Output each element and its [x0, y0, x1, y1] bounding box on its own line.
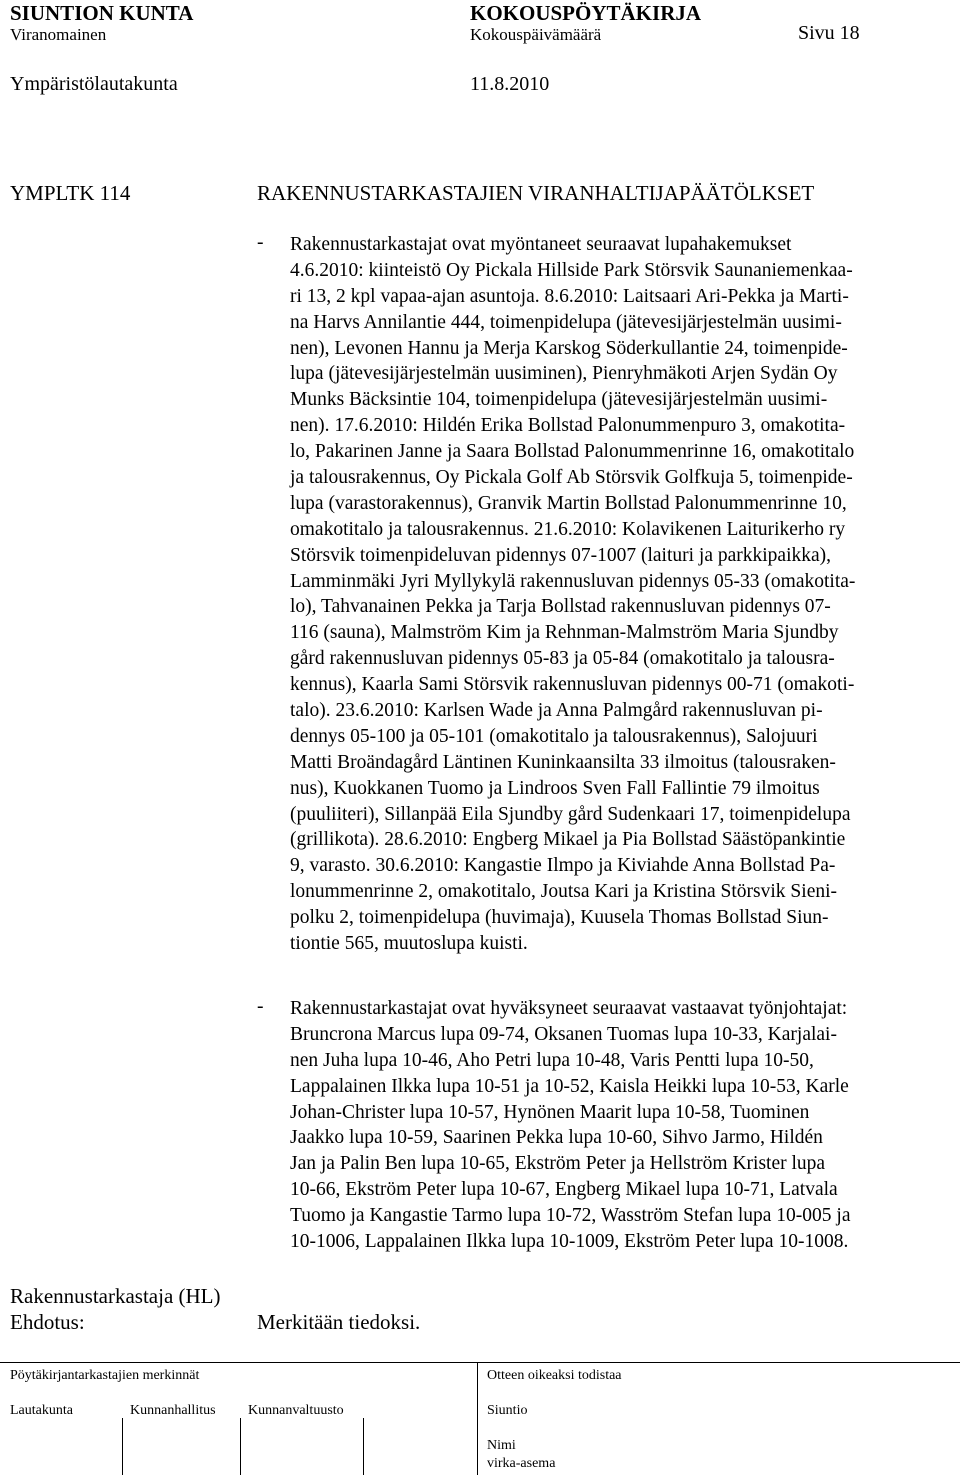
paragraph-line: nus), Kuokkanen Tuomo ja Lindroos Sven Fall Fallintie 79 ilmoitus [290, 777, 820, 799]
proposal-label: Ehdotus: [10, 1310, 85, 1334]
paragraph-line: 9, varasto. 30.6.2010: Kangastie Ilmpo ja Kiviahde Anna Bollstad Pa- [290, 855, 836, 877]
paragraph-line: talo). 23.6.2010: Karlsen Wade ja Anna Palmgård rakennusluvan pi- [290, 700, 823, 722]
item-bullet: - [257, 996, 264, 1017]
paragraph-line: 4.6.2010: kiinteistö Oy Pickala Hillside Park Störsvik Saunaniemenkaa- [290, 259, 853, 281]
footer-top-border [0, 1362, 960, 1363]
paragraph-line: dennys 05-100 ja 05-101 (omakotitalo ja talousrakennus), Salojuuri [290, 725, 818, 747]
paragraph-line: nen). 17.6.2010: Hildén Erika Bollstad Palonummenpuro 3, omakotita- [290, 415, 846, 437]
paragraph-line: 10-1006, Lappalainen Ilkka lupa 10-1009, Ekström Peter lupa 10-1008. [290, 1231, 849, 1253]
paragraph-line: kennus), Kaarla Sami Störsvik rakennusluvan pidennys 00-71 (omakoti- [290, 674, 855, 696]
minutes-checkers-label: Pöytäkirjantarkastajien merkinnät [10, 1368, 200, 1383]
paragraph-line: Munks Bäcksintie 104, toimenpidelupa (jätevesijärjestelmän uusimi- [290, 389, 828, 411]
place-label: Siuntio [487, 1403, 528, 1418]
proposer: Rakennustarkastaja (HL) [10, 1284, 221, 1308]
paragraph-line: Lappalainen Ilkka lupa 10-51 ja 10-52, Kaisla Heikki lupa 10-53, Karle [290, 1075, 849, 1097]
paragraph-line: 116 (sauna), Malmström Kim ja Rehnman-Malmström Maria Sjundby [290, 622, 839, 644]
footer-divider [122, 1418, 123, 1475]
paragraph-line: lupa (jätevesijärjestelmän uusiminen), Pienryhmäkoti Arjen Sydän Oy [290, 363, 838, 385]
paragraph-line: ja talousrakennus, Oy Pickala Golf Ab Störsvik Golfkuja 5, toimenpide- [290, 467, 853, 489]
paragraph-line: Jan ja Palin Ben lupa 10-65, Ekström Peter ja Hellström Krister lupa [290, 1153, 826, 1175]
paragraph-line: (puuliiteri), Sillanpää Eila Sjundby gård Sudenkaari 17, toimenpidelupa [290, 803, 851, 825]
document-type: KOKOUSPÖYTÄKIRJA [470, 1, 702, 25]
paragraph-line: lonummenrinne 2, omakotitalo, Joutsa Kari ja Kristina Störsvik Sieni- [290, 881, 838, 903]
council-label: Kunnanvaltuusto [248, 1403, 344, 1418]
paragraph-line: lo, Pakarinen Janne ja Saara Bollstad Palonummenrinne 16, omakotitalo [290, 441, 855, 463]
paragraph-line: Lamminmäki Jyri Myllykylä rakennusluvan pidennys 05-33 (omakotita- [290, 570, 856, 592]
authority-name: Ympäristölautakunta [10, 73, 178, 95]
paragraph-line: Rakennustarkastajat ovat hyväksyneet seuraavat vastaavat työnjohtajat: [290, 998, 848, 1019]
paragraph-line: Jaakko lupa 10-59, Saarinen Pekka lupa 10-60, Sihvo Jarmo, Hildén [290, 1127, 823, 1149]
paragraph-line: ri 13, 2 kpl vapaa-ajan asuntoja. 8.6.2010: Laitsaari Ari-Pekka ja Marti- [290, 285, 849, 307]
municipality-name: SIUNTION KUNTA [10, 1, 194, 25]
authority-label: Viranomainen [10, 25, 107, 44]
supervisors-approved-paragraph [290, 996, 851, 1255]
paragraph-line: (grillikota). 28.6.2010: Engberg Mikael ja Pia Bollstad Säästöpankintie [290, 829, 846, 851]
paragraph-line: gård rakennusluvan pidennys 05-83 ja 05-84 (omakotitalo ja talousra- [290, 648, 835, 670]
page-number: Sivu 18 [798, 22, 860, 44]
paragraph-line: omakotitalo ja talousrakennus. 21.6.2010: Kolavikenen Laiturikerho ry [290, 518, 846, 540]
footer-divider [363, 1418, 364, 1475]
paragraph-line: lupa (varastorakennus), Granvik Martin Bollstad Palonummenrinne 10, [290, 492, 847, 514]
job-title-label: virka-asema [487, 1456, 556, 1471]
footer-divider [240, 1418, 241, 1475]
footer-column-divider [477, 1362, 478, 1475]
certified-label: Otteen oikeaksi todistaa [487, 1368, 622, 1383]
board-label: Lautakunta [10, 1403, 73, 1418]
paragraph-line: 10-66, Ekström Peter lupa 10-67, Engberg Mikael lupa 10-71, Latvala [290, 1179, 838, 1201]
name-label: Nimi [487, 1438, 516, 1453]
paragraph-line: polku 2, toimenpidelupa (huvimaja), Kuusela Thomas Bollstad Siun- [290, 907, 829, 929]
paragraph-line: na Harvs Annilantie 444, toimenpidelupa (jätevesijärjestelmän uusimi- [290, 311, 842, 333]
section-title: RAKENNUSTARKASTAJIEN VIRANHALTIJAPÄÄTÖLKSET [257, 181, 815, 205]
proposal-text: Merkitään tiedoksi. [257, 1310, 421, 1334]
paragraph-line: tiontie 565, muutoslupa kuisti. [290, 933, 528, 955]
permits-granted-paragraph [290, 232, 855, 957]
paragraph-line: lo), Tahvanainen Pekka ja Tarja Bollstad rakennusluvan pidennys 07- [290, 596, 831, 618]
meeting-date: 11.8.2010 [470, 73, 550, 95]
paragraph-line: nen Juha lupa 10-46, Aho Petri lupa 10-48, Varis Pentti lupa 10-50, [290, 1049, 814, 1071]
meeting-date-label: Kokouspäivämäärä [470, 25, 602, 44]
item-bullet: - [257, 232, 264, 253]
section-number: YMPLTK 114 [10, 181, 131, 205]
municipal-board-label: Kunnanhallitus [130, 1403, 216, 1418]
paragraph-line: Rakennustarkastajat ovat myöntaneet seuraavat lupahakemukset [290, 234, 792, 255]
paragraph-line: Matti Broändagård Läntinen Kuninkaansilta 33 ilmoitus (talousraken- [290, 751, 836, 773]
paragraph-line: Johan-Christer lupa 10-57, Hynönen Maarit lupa 10-58, Tuominen [290, 1101, 810, 1123]
paragraph-line: Bruncrona Marcus lupa 09-74, Oksanen Tuomas lupa 10-33, Karjalai- [290, 1023, 837, 1045]
paragraph-line: nen), Levonen Hannu ja Merja Karskog Söderkullantie 24, toimenpide- [290, 337, 848, 359]
paragraph-line: Tuomo ja Kangastie Tarmo lupa 10-72, Wasström Stefan lupa 10-005 ja [290, 1205, 851, 1227]
paragraph-line: Störsvik toimenpideluvan pidennys 07-1007 (laituri ja parkkipaikka), [290, 544, 832, 566]
